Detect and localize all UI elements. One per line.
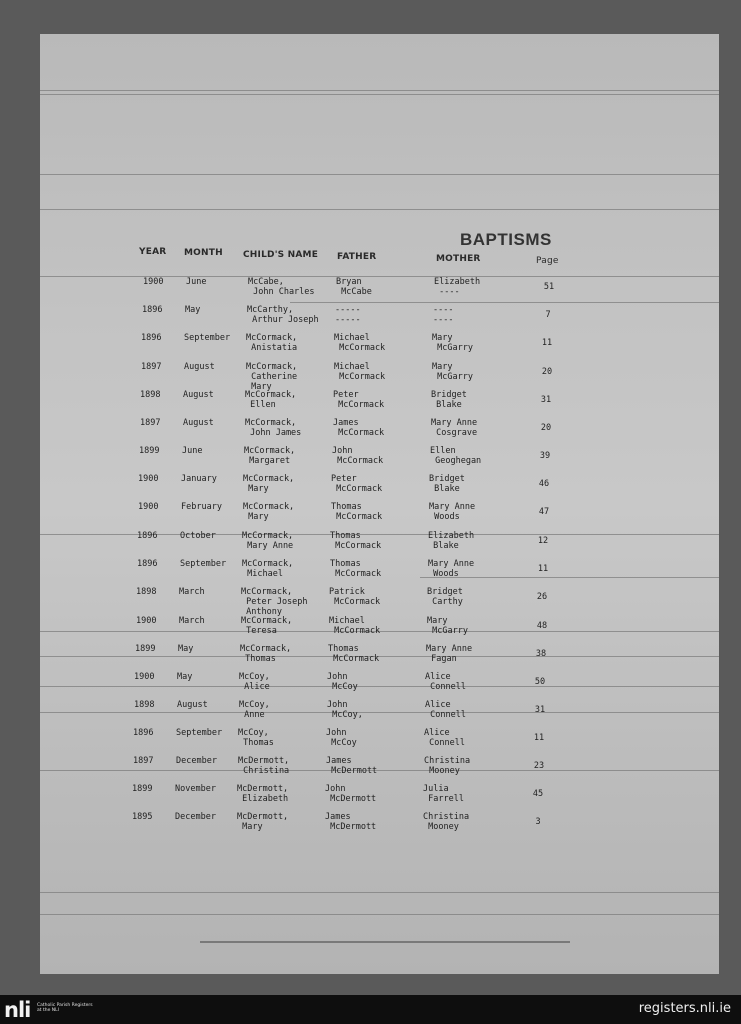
register-page: [40, 34, 719, 974]
header-year: YEAR: [139, 247, 167, 257]
register-row: [40, 418, 716, 446]
ruled-line: [40, 94, 719, 95]
entry-month: May: [185, 305, 201, 315]
footer-bar: [0, 995, 741, 1024]
entry-child-name: McCoy, Alice: [239, 672, 270, 692]
entry-child-name: McCoy, Anne: [239, 700, 270, 720]
register-row: [40, 784, 708, 812]
entry-page: 20: [541, 367, 553, 377]
entry-father: John McCoy: [326, 728, 357, 748]
register-row: [40, 277, 719, 305]
entry-father: Peter McCormack: [333, 390, 385, 410]
entry-year: 1898: [140, 390, 161, 400]
register-row: [40, 305, 718, 333]
entry-mother: Mary Anne Cosgrave: [431, 418, 478, 438]
entry-year: 1899: [132, 784, 153, 794]
register-row: [40, 756, 709, 784]
entry-month: January: [181, 474, 217, 484]
header-month: MONTH: [184, 248, 223, 258]
entry-page: 3: [535, 817, 541, 827]
entry-month: June: [182, 446, 203, 456]
register-row: [40, 700, 710, 728]
register-row: [40, 587, 712, 615]
entry-page: 23: [533, 761, 545, 771]
entry-child-name: McCormack, Mary: [243, 474, 295, 494]
entry-child-name: McDermott, Elizabeth: [237, 784, 289, 804]
entry-page: 26: [536, 592, 548, 602]
entry-month: December: [176, 756, 217, 766]
entry-mother: Alice Connell: [424, 728, 465, 748]
entry-month: October: [180, 531, 216, 541]
pen-stroke: [200, 941, 570, 943]
entry-month: March: [179, 587, 205, 597]
entry-month: May: [177, 672, 193, 682]
entry-mother: Mary McGarry: [432, 333, 473, 353]
entry-year: 1896: [141, 333, 162, 343]
entry-page: 11: [533, 733, 545, 743]
register-row: [40, 446, 715, 474]
entry-child-name: McCormack, Ellen: [245, 390, 297, 410]
ruled-line: [40, 209, 719, 210]
entry-month: August: [184, 362, 215, 372]
entry-mother: Christina Mooney: [423, 812, 470, 832]
entry-child-name: McCormack, Catherine Mary: [246, 362, 298, 392]
entry-year: 1900: [134, 672, 155, 682]
entry-mother: Alice Connell: [425, 672, 466, 692]
header-mother: MOTHER: [436, 254, 481, 264]
entry-page: 38: [535, 649, 547, 659]
entry-father: Thomas McCormack: [328, 644, 380, 664]
entry-page: 47: [538, 507, 550, 517]
entry-month: August: [183, 418, 214, 428]
entry-page: 11: [541, 338, 553, 348]
entry-page: 31: [534, 705, 546, 715]
ruled-line: [40, 90, 719, 91]
entry-mother: Bridget Blake: [431, 390, 467, 410]
entry-father: James McDermott: [325, 812, 377, 832]
register-row: [40, 333, 717, 361]
header-father: FATHER: [337, 252, 377, 262]
entry-page: 12: [537, 536, 549, 546]
entry-month: November: [175, 784, 216, 794]
entry-child-name: McCoy, Thomas: [238, 728, 274, 748]
entry-month: September: [180, 559, 227, 569]
entry-father: James McCormack: [333, 418, 385, 438]
entry-month: February: [181, 502, 222, 512]
register-row: [40, 616, 712, 644]
register-row: [40, 559, 713, 587]
entry-year: 1900: [138, 474, 159, 484]
entry-child-name: McDermott, Mary: [237, 812, 289, 832]
ruled-line: [40, 892, 719, 893]
register-row: [40, 812, 708, 840]
entry-mother: Bridget Carthy: [427, 587, 463, 607]
entry-year: 1895: [132, 812, 153, 822]
entry-father: Michael McCormack: [329, 616, 381, 636]
entry-year: 1897: [140, 418, 161, 428]
entry-page: 11: [537, 564, 549, 574]
entry-month: September: [176, 728, 223, 738]
entry-child-name: McCormack, Michael: [242, 559, 294, 579]
entry-mother: Mary Anne Fagan: [426, 644, 473, 664]
entry-page: 45: [532, 789, 544, 799]
entry-father: Thomas McCormack: [330, 559, 382, 579]
entry-year: 1897: [133, 756, 154, 766]
logo-caption: Catholic Parish Registers at the NLI: [37, 1003, 93, 1013]
entry-month: August: [183, 390, 214, 400]
nli-logo: nli: [4, 998, 31, 1022]
entry-father: Peter McCormack: [331, 474, 383, 494]
entry-mother: Mary Anne Woods: [428, 559, 475, 579]
header-child-name: CHILD'S NAME: [243, 250, 319, 260]
ruled-line: [40, 914, 719, 915]
entry-year: 1900: [136, 616, 157, 626]
entry-child-name: McCabe, John Charles: [248, 277, 315, 297]
entry-child-name: McCarthy, Arthur Joseph: [247, 305, 319, 325]
entry-father: James McDermott: [326, 756, 378, 776]
entry-month: August: [177, 700, 208, 710]
entry-father: Michael McCormack: [334, 362, 386, 382]
entry-page: 46: [538, 479, 550, 489]
register-row: [40, 502, 714, 530]
entry-child-name: McDermott, Christina: [238, 756, 290, 776]
entry-father: Patrick McCormack: [329, 587, 381, 607]
entry-child-name: McCormack, Teresa: [241, 616, 293, 636]
entry-child-name: McCormack, John James: [245, 418, 302, 438]
entry-mother: Julia Farrell: [423, 784, 464, 804]
entry-father: John McCoy: [327, 672, 358, 692]
entry-father: Michael McCormack: [334, 333, 386, 353]
entry-mother: Mary Anne Woods: [429, 502, 476, 522]
entry-father: Thomas McCormack: [330, 531, 382, 551]
entry-father: ----- -----: [335, 305, 361, 325]
entry-year: 1899: [135, 644, 156, 654]
entry-mother: Elizabeth ----: [434, 277, 481, 297]
entry-mother: Mary McGarry: [432, 362, 473, 382]
register-title: BAPTISMS: [460, 230, 552, 249]
entry-page: 7: [545, 310, 551, 320]
entry-page: 31: [540, 395, 552, 405]
entry-month: September: [184, 333, 231, 343]
entry-page: 50: [534, 677, 546, 687]
entry-mother: Elizabeth Blake: [428, 531, 475, 551]
entry-month: March: [179, 616, 205, 626]
entry-mother: Bridget Blake: [429, 474, 465, 494]
entry-year: 1898: [134, 700, 155, 710]
entry-child-name: McCormack, Margaret: [244, 446, 296, 466]
register-row: [40, 362, 717, 390]
entry-year: 1899: [139, 446, 160, 456]
entry-mother: ---- ----: [433, 305, 454, 325]
register-row: [40, 644, 711, 672]
site-link[interactable]: registers.nli.ie: [638, 1001, 731, 1016]
entry-year: 1898: [136, 587, 157, 597]
entry-page: 48: [536, 621, 548, 631]
entry-child-name: McCormack, Anistatia: [246, 333, 298, 353]
entry-year: 1897: [141, 362, 162, 372]
header-page: Page: [536, 256, 559, 266]
entry-child-name: McCormack, Mary Anne: [242, 531, 294, 551]
entry-month: June: [186, 277, 207, 287]
entry-child-name: McCormack, Thomas: [240, 644, 292, 664]
register-row: [40, 672, 710, 700]
entry-father: John McCoy,: [327, 700, 363, 720]
entry-mother: Ellen Geoghegan: [430, 446, 482, 466]
entry-year: 1896: [133, 728, 154, 738]
entry-mother: Mary McGarry: [427, 616, 468, 636]
entry-page: 39: [539, 451, 551, 461]
entry-year: 1900: [143, 277, 164, 287]
register-row: [40, 728, 709, 756]
register-row: [40, 531, 713, 559]
entry-father: Thomas McCormack: [331, 502, 383, 522]
entry-year: 1900: [138, 502, 159, 512]
entry-father: Bryan McCabe: [336, 277, 372, 297]
entry-year: 1896: [142, 305, 163, 315]
entry-page: 20: [540, 423, 552, 433]
ruled-line: [40, 174, 719, 175]
entry-year: 1896: [137, 531, 158, 541]
register-row: [40, 390, 716, 418]
entry-month: May: [178, 644, 194, 654]
entry-month: December: [175, 812, 216, 822]
entry-father: John McCormack: [332, 446, 384, 466]
register-row: [40, 474, 714, 502]
entry-father: John McDermott: [325, 784, 377, 804]
entry-child-name: McCormack, Peter Joseph Anthony: [241, 587, 308, 617]
entry-mother: Christina Mooney: [424, 756, 471, 776]
entry-year: 1896: [137, 559, 158, 569]
entry-page: 51: [543, 282, 555, 292]
entry-mother: Alice Connell: [425, 700, 466, 720]
entry-child-name: McCormack, Mary: [243, 502, 295, 522]
